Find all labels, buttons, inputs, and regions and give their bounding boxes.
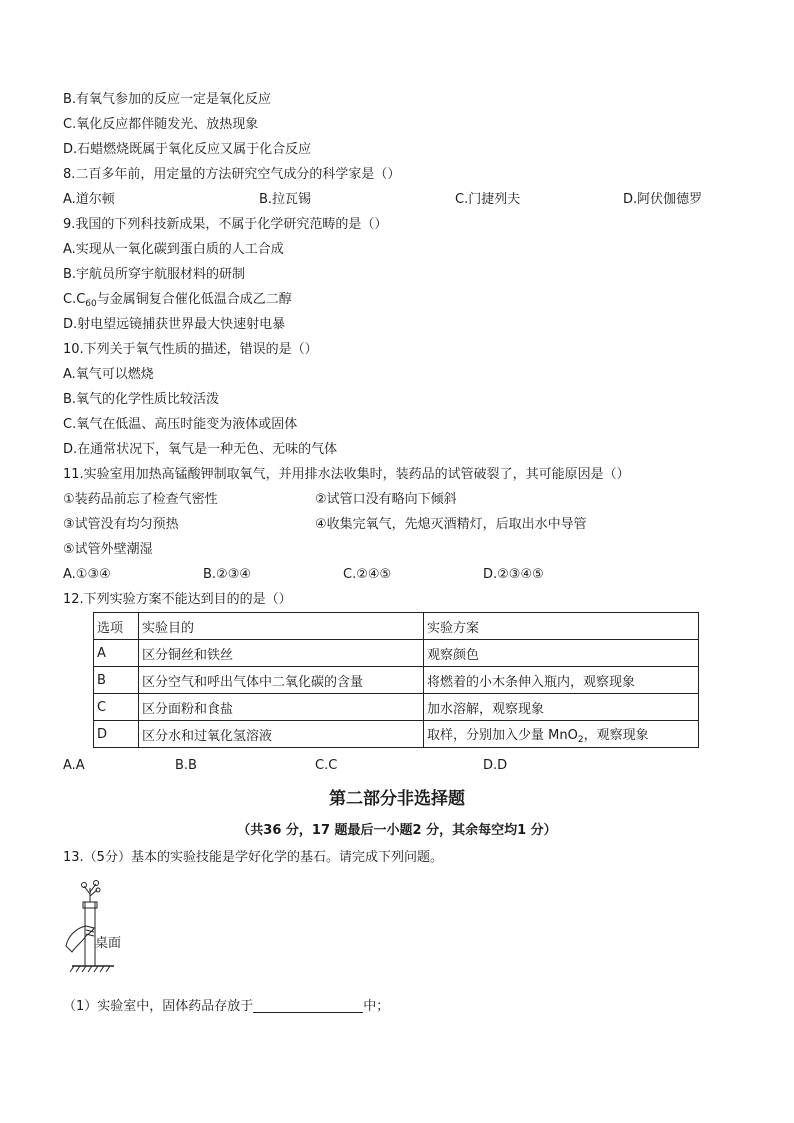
q11-option-c: C.②④⑤ xyxy=(343,567,392,582)
table-cell: A xyxy=(94,640,139,667)
q9-stem: 9.我国的下列科技新成果，不属于化学研究范畴的是（） xyxy=(63,217,388,232)
q11-options xyxy=(63,566,723,584)
table-cell xyxy=(424,721,699,748)
mno2-prefix: 取样，分别加入少量 MnO xyxy=(427,727,578,743)
answer-blank[interactable] xyxy=(253,998,363,1013)
q13-part1-suffix: 中； xyxy=(363,999,390,1014)
q12-stem: 12.下列实验方案不能达到目的的是（） xyxy=(63,592,292,607)
mno2-suffix: ，观察现象 xyxy=(583,727,649,743)
q8-option-a: A.道尔顿 xyxy=(63,192,115,207)
q11-reason-4: ④收集完氧气，先熄灭酒精灯，后取出水中导管 xyxy=(315,517,587,532)
q9-option-a: A.实现从一氧化碳到蛋白质的人工合成 xyxy=(63,242,284,257)
table-row xyxy=(94,640,699,667)
q11-reason-5: ⑤试管外壁潮湿 xyxy=(63,542,153,557)
table-header-cell: 实验目的 xyxy=(139,613,424,640)
q12-option-a: A.A xyxy=(63,758,85,773)
table-cell: B xyxy=(94,667,139,694)
experiment-figure xyxy=(64,880,134,975)
q10-option-b: B.氧气的化学性质比较活泼 xyxy=(63,392,220,407)
q12-option-d: D.D xyxy=(483,758,508,773)
q9c-prefix: C.C xyxy=(63,292,86,307)
mno2-subscript: 2 xyxy=(577,734,584,745)
q12-table xyxy=(93,612,699,748)
q9c-suffix: 与金属铜复合催化低温合成乙二醇 xyxy=(96,292,292,307)
q11-option-b: B.②③④ xyxy=(203,567,252,582)
q11-reason-1: ①装药品前忘了检查气密性 xyxy=(63,492,218,507)
q9-option-b: B.宇航员所穿宇航服材料的研制 xyxy=(63,267,246,282)
section-title: 第二部分非选择题 xyxy=(329,789,465,809)
q11-reason-2: ②试管口没有略向下倾斜 xyxy=(315,492,457,507)
q11-option-a: A.①③④ xyxy=(63,567,111,582)
section-subtitle: （共36 分，17 题最后一小题2 分，其余每空均1 分） xyxy=(237,823,557,838)
table-header-cell: 选项 xyxy=(94,613,139,640)
q12-options xyxy=(63,757,723,775)
table-header-cell: 实验方案 xyxy=(424,613,699,640)
q7-option-d: D.石蜡燃烧既属于氧化反应又属于化合反应 xyxy=(63,142,312,157)
q12-option-b: B.B xyxy=(175,758,197,773)
table-cell: 观察颜色 xyxy=(424,640,699,667)
table-cell: 区分水和过氧化氢溶液 xyxy=(139,721,424,748)
table-row xyxy=(94,721,699,748)
table-cell: 将燃着的小木条伸入瓶内，观察现象 xyxy=(424,667,699,694)
table-row xyxy=(94,694,699,721)
q10-option-c: C.氧气在低温、高压时能变为液体或固体 xyxy=(63,417,298,432)
q8-option-d: D.阿伏伽德罗 xyxy=(623,192,703,207)
q8-option-c: C.门捷列夫 xyxy=(455,192,521,207)
q7-option-b: B.有氧气参加的反应一定是氧化反应 xyxy=(63,92,272,107)
q13-part1-prefix: （1）实验室中，固体药品存放于 xyxy=(63,999,254,1014)
q11-reason-3: ③试管没有均匀预热 xyxy=(63,517,179,532)
table-cell: 加水溶解，观察现象 xyxy=(424,694,699,721)
q11-reasons-row1 xyxy=(63,491,723,509)
q11-stem: 11.实验室用加热高锰酸钾制取氧气，并用排水法收集时，装药品的试管破裂了，其可能原因是（） xyxy=(63,467,630,482)
q11-option-d: D.②③④⑤ xyxy=(483,567,544,582)
q9-option-c xyxy=(63,291,292,309)
table-cell: 区分面粉和食盐 xyxy=(139,694,424,721)
q8-option-b: B.拉瓦锡 xyxy=(259,192,312,207)
q13-stem: 13.（5分）基本的实验技能是学好化学的基石。请完成下列问题。 xyxy=(63,850,443,865)
test-tube-hand-illustration xyxy=(64,880,134,975)
q9c-subscript: 60 xyxy=(85,299,97,309)
q8-options xyxy=(63,191,723,209)
table-header-row xyxy=(94,613,699,640)
figure-label: 桌面 xyxy=(95,936,122,951)
q10-option-a: A.氧气可以燃烧 xyxy=(63,367,154,382)
table-cell: C xyxy=(94,694,139,721)
table-cell: 区分空气和呼出气体中二氧化碳的含量 xyxy=(139,667,424,694)
q8-stem: 8.二百多年前，用定量的方法研究空气成分的科学家是（） xyxy=(63,167,401,182)
table-cell: 区分铜丝和铁丝 xyxy=(139,640,424,667)
q7-option-c: C.氧化反应都伴随发光、放热现象 xyxy=(63,117,259,132)
q12-option-c: C.C xyxy=(315,758,338,773)
q9-option-d: D.射电望远镜捕获世界最大快速射电暴 xyxy=(63,317,286,332)
q10-stem: 10.下列关于氧气性质的描述，错误的是（） xyxy=(63,342,318,357)
q13-part1 xyxy=(63,998,389,1016)
table-cell: D xyxy=(94,721,139,748)
q10-option-d: D.在通常状况下，氧气是一种无色、无味的气体 xyxy=(63,442,338,457)
q11-reasons-row2 xyxy=(63,516,723,534)
table-row xyxy=(94,667,699,694)
